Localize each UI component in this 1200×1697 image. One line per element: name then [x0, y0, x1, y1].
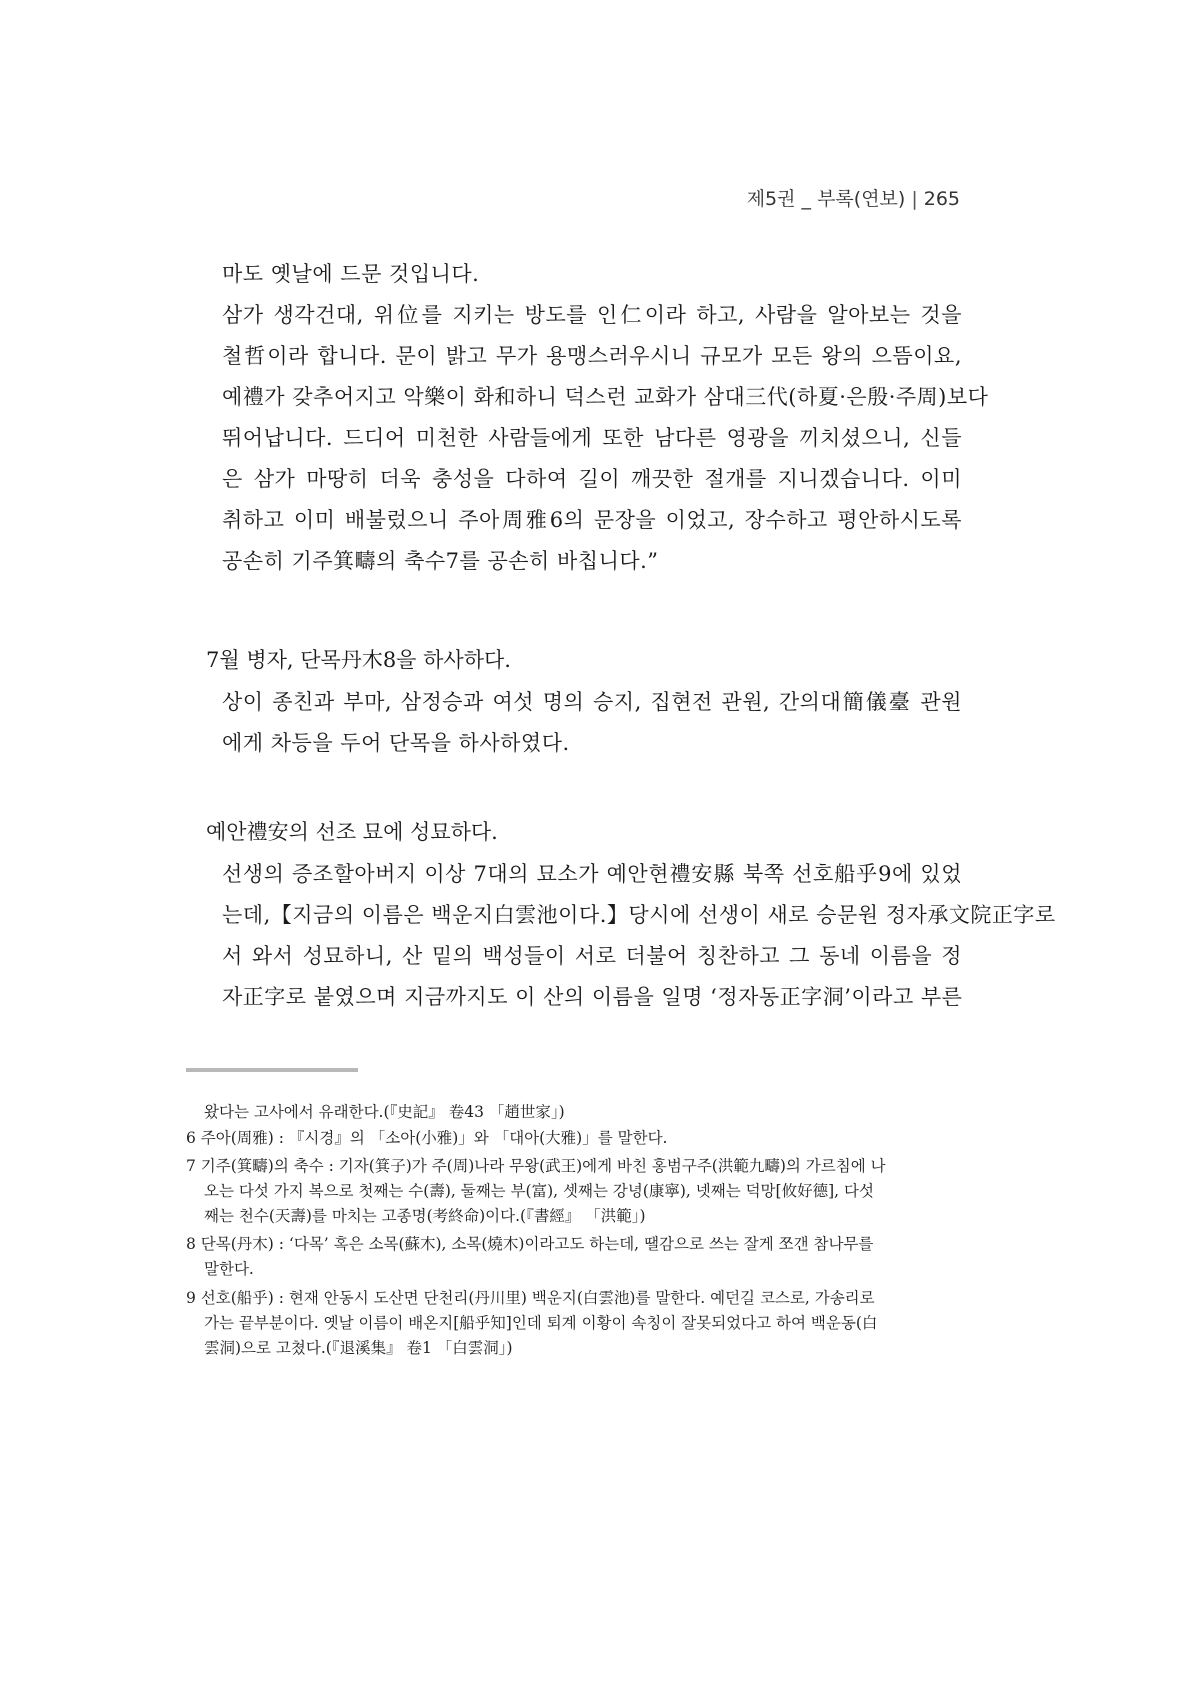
footnote-line: 雲洞)으로 고쳤다.(『退溪集』 卷1 「白雲洞」) — [204, 1339, 513, 1357]
footnote-line: 왔다는 고사에서 유래한다.(『史記』 卷43 「趙世家」) — [204, 1103, 565, 1121]
body-line: 공손히 기주箕疇의 축수7를 공손히 바칩니다.” — [222, 549, 659, 573]
footnote-9 — [186, 1286, 966, 1361]
footnote-6 — [186, 1126, 966, 1151]
footnote-line: 가는 끝부분이다. 옛날 이름이 배온지[船乎知]인데 퇴계 이황이 속칭이 잘못되었다고 하여 백운동(白 — [204, 1314, 878, 1332]
section-heading: 예안禮安의 선조 묘에 성묘하다. — [206, 820, 498, 844]
body-line: 서 와서 성묘하니, 산 밑의 백성들이 서로 더불어 칭찬하고 그 동네 이름을 정 — [222, 944, 962, 968]
body-line: 뛰어납니다. 드디어 미천한 사람들에게 또한 남다른 영광을 끼치셨으니, 신들 — [222, 426, 962, 450]
body-line: 상이 종친과 부마, 삼정승과 여섯 명의 승지, 집현전 관원, 간의대簡儀臺 관원 — [222, 690, 962, 714]
page-number: 265 — [923, 188, 960, 210]
section-heading: 7월 병자, 단목丹木8을 하사하다. — [206, 648, 511, 672]
body-line: 은 삼가 마땅히 더욱 충성을 다하여 길이 깨끗한 절개를 지니겠습니다. 이미 — [222, 467, 962, 491]
footnote-rule — [186, 1068, 358, 1072]
footnote-8 — [186, 1232, 966, 1282]
body-line: 는데,【지금의 이름은 백운지白雲池이다.】당시에 선생이 새로 승문원 정자承文院正字로 — [222, 903, 1056, 927]
paragraph-2 — [222, 682, 962, 764]
body-line: 에게 차등을 두어 단목을 하사하였다. — [222, 731, 570, 755]
body-line: 취하고 이미 배불렀으니 주아周雅6의 문장을 이었고, 장수하고 평안하시도록 — [222, 508, 962, 532]
paragraph-3 — [222, 854, 1056, 1018]
paragraph-1 — [222, 254, 989, 582]
body-line: 자正字로 붙였으며 지금까지도 이 산의 이름을 일명 ‘정자동正字洞’이라고 부른 — [222, 985, 963, 1009]
footnote-line: 9 선호(船乎) : 현재 안동시 도산면 단천리(丹川里) 백운지(白雲池)를 말한다. 예던길 코스로, 가송리로 — [186, 1289, 875, 1307]
footnote-continued — [186, 1100, 966, 1125]
footnote-line: 오는 다섯 가지 복으로 첫째는 수(壽), 둘째는 부(富), 셋째는 강녕(康寧), 넷째는 덕망[攸好德], 다섯 — [204, 1182, 874, 1200]
footnote-line: 7 기주(箕疇)의 축수 : 기자(箕子)가 주(周)나라 무왕(武王)에게 바친 홍범구주(洪範九疇)의 가르침에 나 — [186, 1157, 886, 1175]
footnote-line: 말한다. — [204, 1260, 254, 1278]
footnote-line: 째는 천수(天壽)를 마치는 고종명(考終命)이다.(『書經』 「洪範」) — [204, 1207, 646, 1225]
footnote-line: 6 주아(周雅) : 『시경』의 「소아(小雅)」와 「대아(大雅)」를 말한다. — [186, 1129, 668, 1147]
footnote-7 — [186, 1154, 966, 1229]
body-line: 선생의 증조할아버지 이상 7대의 묘소가 예안현禮安縣 북쪽 선호船乎9에 있었 — [222, 862, 962, 886]
body-line: 마도 옛날에 드문 것입니다. — [222, 262, 480, 286]
body-line: 삼가 생각건대, 위位를 지키는 방도를 인仁이라 하고, 사람을 알아보는 것을 — [222, 303, 962, 327]
footnote-line: 8 단목(丹木) : ‘다목’ 혹은 소목(蘇木), 소목(燒木)이라고도 하는데, 땔감으로 쓰는 잘게 쪼갠 참나무를 — [186, 1235, 874, 1253]
body-line: 예禮가 갖추어지고 악樂이 화和하니 덕스런 교화가 삼대三代(하夏·은殷·주周)보다 — [222, 385, 989, 409]
divider: | — [911, 188, 918, 210]
body-line: 철哲이라 합니다. 문이 밝고 무가 용맹스러우시니 규모가 모든 왕의 으뜸이요, — [222, 344, 962, 368]
section-title: 제5권 _ 부록(연보) — [746, 188, 906, 210]
running-head — [747, 184, 960, 211]
